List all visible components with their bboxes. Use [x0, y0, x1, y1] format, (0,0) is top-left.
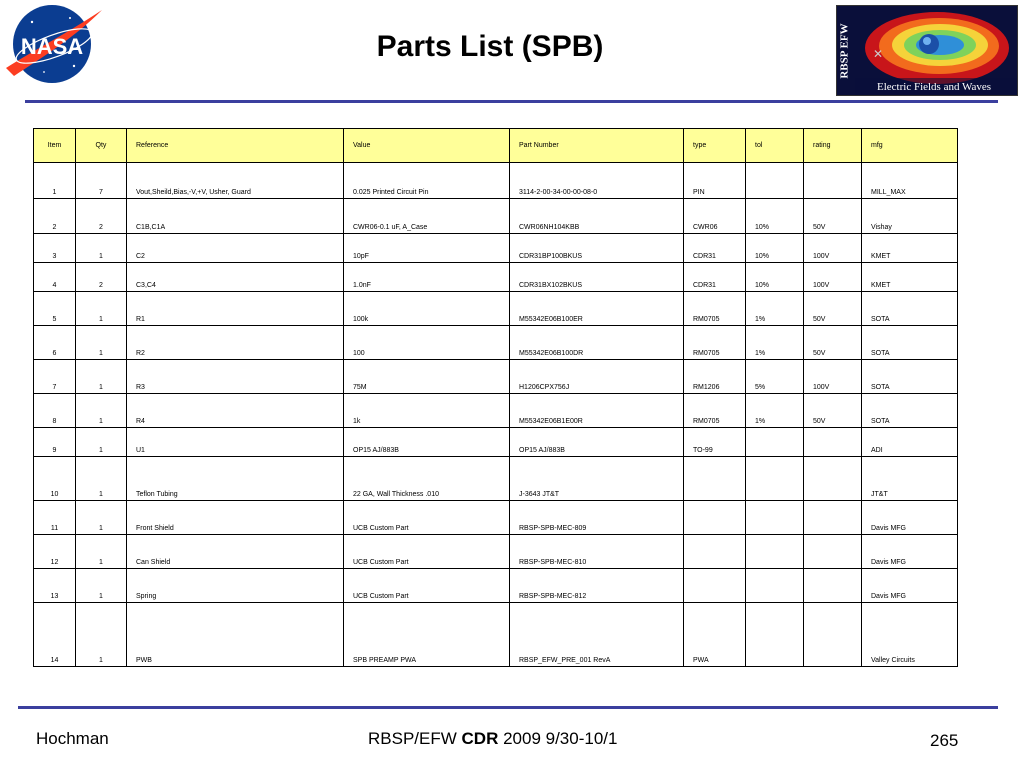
table-row: [34, 394, 958, 428]
cell-rating: 50V: [804, 292, 862, 326]
cell-reference: R2: [127, 326, 344, 360]
efw-logo: [836, 5, 1018, 96]
cell-reference: Front Shield: [127, 501, 344, 535]
cell-value: SPB PREAMP PWA: [344, 603, 510, 667]
cell-tol: [746, 603, 804, 667]
cell-type: RM0705: [684, 394, 746, 428]
cell-part-number: RBSP_EFW_PRE_001 RevA: [510, 603, 684, 667]
cell-value: 1k: [344, 394, 510, 428]
cell-value: 100k: [344, 292, 510, 326]
header-tol: tol: [746, 129, 804, 163]
cell-part-number: M55342E06B100DR: [510, 326, 684, 360]
cell-tol: 1%: [746, 292, 804, 326]
cell-mfg: ADI: [862, 428, 958, 457]
cell-value: OP15 AJ/883B: [344, 428, 510, 457]
table-row: [34, 428, 958, 457]
table-row: [34, 457, 958, 501]
cell-rating: 100V: [804, 360, 862, 394]
cell-qty: 1: [76, 428, 127, 457]
cell-qty: 1: [76, 234, 127, 263]
table-row: [34, 292, 958, 326]
cell-rating: 100V: [804, 263, 862, 292]
cell-rating: [804, 535, 862, 569]
cell-part-number: OP15 AJ/883B: [510, 428, 684, 457]
cell-item: 7: [34, 360, 76, 394]
cell-mfg: Valley Circuits: [862, 603, 958, 667]
cell-type: RM0705: [684, 326, 746, 360]
cell-tol: 10%: [746, 263, 804, 292]
cell-reference: Vout,Sheild,Bias,-V,+V, Usher, Guard: [127, 163, 344, 199]
bottom-rule: [18, 706, 998, 709]
efw-logo-caption: Electric Fields and Waves: [877, 81, 992, 93]
header-part-number: Part Number: [510, 129, 684, 163]
cell-item: 4: [34, 263, 76, 292]
table-row: [34, 326, 958, 360]
cell-reference: U1: [127, 428, 344, 457]
cell-rating: [804, 457, 862, 501]
cell-mfg: Vishay: [862, 199, 958, 234]
cell-reference: Teflon Tubing: [127, 457, 344, 501]
cell-rating: 50V: [804, 394, 862, 428]
header-rating: rating: [804, 129, 862, 163]
cell-item: 14: [34, 603, 76, 667]
cell-tol: [746, 428, 804, 457]
cell-part-number: RBSP-SPB-MEC-810: [510, 535, 684, 569]
cell-rating: [804, 163, 862, 199]
cell-value: CWR06-0.1 uF, A_Case: [344, 199, 510, 234]
cell-item: 9: [34, 428, 76, 457]
cell-type: RM0705: [684, 292, 746, 326]
slide-title: Parts List (SPB): [376, 30, 604, 63]
cell-qty: 7: [76, 163, 127, 199]
cell-rating: 50V: [804, 326, 862, 360]
cell-tol: 10%: [746, 199, 804, 234]
cell-reference: Spring: [127, 569, 344, 603]
cell-mfg: Davis MFG: [862, 569, 958, 603]
cell-tol: [746, 535, 804, 569]
cell-reference: Can Shield: [127, 535, 344, 569]
cell-qty: 2: [76, 263, 127, 292]
parts-table: [33, 128, 958, 667]
cell-part-number: CWR06NH104KBB: [510, 199, 684, 234]
cell-reference: C2: [127, 234, 344, 263]
cell-type: TO-99: [684, 428, 746, 457]
cell-mfg: Davis MFG: [862, 501, 958, 535]
cell-reference: C3,C4: [127, 263, 344, 292]
cell-type: PIN: [684, 163, 746, 199]
cell-value: 75M: [344, 360, 510, 394]
cell-item: 13: [34, 569, 76, 603]
cell-qty: 1: [76, 457, 127, 501]
cell-rating: [804, 569, 862, 603]
header-item: Item: [34, 129, 76, 163]
cell-value: 0.025 Printed Circuit Pin: [344, 163, 510, 199]
cell-mfg: SOTA: [862, 326, 958, 360]
cell-mfg: SOTA: [862, 394, 958, 428]
cell-value: UCB Custom Part: [344, 535, 510, 569]
table-row: [34, 501, 958, 535]
cell-reference: C1B,C1A: [127, 199, 344, 234]
header-qty: Qty: [76, 129, 127, 163]
cell-mfg: MILL_MAX: [862, 163, 958, 199]
cell-value: 1.0nF: [344, 263, 510, 292]
cell-tol: 5%: [746, 360, 804, 394]
cell-item: 6: [34, 326, 76, 360]
cell-item: 2: [34, 199, 76, 234]
cell-mfg: SOTA: [862, 292, 958, 326]
cell-value: UCB Custom Part: [344, 569, 510, 603]
cell-part-number: H1206CPX756J: [510, 360, 684, 394]
cell-rating: [804, 603, 862, 667]
cell-type: CWR06: [684, 199, 746, 234]
cell-mfg: KMET: [862, 263, 958, 292]
cell-type: [684, 569, 746, 603]
header-value: Value: [344, 129, 510, 163]
cell-type: [684, 501, 746, 535]
cell-type: CDR31: [684, 263, 746, 292]
cell-rating: [804, 428, 862, 457]
cell-mfg: JT&T: [862, 457, 958, 501]
cell-reference: R3: [127, 360, 344, 394]
table-row: [34, 234, 958, 263]
cell-part-number: CDR31BP100BKUS: [510, 234, 684, 263]
efw-logo-side-text: RBSP EFW: [839, 22, 852, 79]
cell-item: 5: [34, 292, 76, 326]
cell-tol: 1%: [746, 326, 804, 360]
table-row: [34, 163, 958, 199]
cell-item: 1: [34, 163, 76, 199]
cell-part-number: M55342E06B100ER: [510, 292, 684, 326]
cell-part-number: M55342E06B1E00R: [510, 394, 684, 428]
footer-event: [368, 729, 617, 749]
cell-tol: [746, 163, 804, 199]
nasa-logo-text: NASA: [20, 34, 84, 59]
cell-type: RM1206: [684, 360, 746, 394]
cell-item: 8: [34, 394, 76, 428]
cell-part-number: 3114-2-00-34-00-00-08-0: [510, 163, 684, 199]
svg-text:✕: ✕: [873, 47, 884, 61]
top-rule: [25, 100, 998, 103]
cell-part-number: CDR31BX102BKUS: [510, 263, 684, 292]
cell-reference: R4: [127, 394, 344, 428]
cell-qty: 1: [76, 360, 127, 394]
cell-value: 100: [344, 326, 510, 360]
cell-tol: [746, 457, 804, 501]
table-row: [34, 603, 958, 667]
header-reference: Reference: [127, 129, 344, 163]
cell-rating: 50V: [804, 199, 862, 234]
footer-event-prefix: RBSP/EFW: [368, 729, 462, 748]
page-number: 265: [930, 731, 959, 750]
cell-reference: R1: [127, 292, 344, 326]
cell-mfg: Davis MFG: [862, 535, 958, 569]
cell-type: CDR31: [684, 234, 746, 263]
cell-tol: [746, 569, 804, 603]
cell-qty: 1: [76, 394, 127, 428]
cell-qty: 1: [76, 603, 127, 667]
table-row: [34, 263, 958, 292]
cell-qty: 1: [76, 326, 127, 360]
cell-type: PWA: [684, 603, 746, 667]
cell-reference: PWB: [127, 603, 344, 667]
cell-rating: [804, 501, 862, 535]
cell-qty: 1: [76, 569, 127, 603]
table-row: [34, 360, 958, 394]
cell-item: 12: [34, 535, 76, 569]
header-type: type: [684, 129, 746, 163]
cell-type: [684, 457, 746, 501]
footer-author: Hochman: [36, 729, 109, 748]
cell-type: [684, 535, 746, 569]
cell-value: 22 GA, Wall Thickness .010: [344, 457, 510, 501]
cell-rating: 100V: [804, 234, 862, 263]
cell-item: 11: [34, 501, 76, 535]
cell-tol: 1%: [746, 394, 804, 428]
footer-event-suffix: 2009 9/30-10/1: [498, 729, 618, 748]
cell-mfg: KMET: [862, 234, 958, 263]
footer-event-bold: CDR: [461, 729, 499, 748]
cell-item: 3: [34, 234, 76, 263]
cell-part-number: J-3643 JT&T: [510, 457, 684, 501]
cell-part-number: RBSP-SPB-MEC-812: [510, 569, 684, 603]
cell-tol: [746, 501, 804, 535]
table-row: [34, 199, 958, 234]
table-header-row: [34, 129, 958, 163]
cell-qty: 1: [76, 292, 127, 326]
cell-qty: 1: [76, 535, 127, 569]
cell-tol: 10%: [746, 234, 804, 263]
table-row: [34, 569, 958, 603]
header-mfg: mfg: [862, 129, 958, 163]
cell-value: 10pF: [344, 234, 510, 263]
table-row: [34, 535, 958, 569]
cell-value: UCB Custom Part: [344, 501, 510, 535]
cell-item: 10: [34, 457, 76, 501]
cell-qty: 1: [76, 501, 127, 535]
cell-mfg: SOTA: [862, 360, 958, 394]
cell-qty: 2: [76, 199, 127, 234]
cell-part-number: RBSP-SPB-MEC-809: [510, 501, 684, 535]
